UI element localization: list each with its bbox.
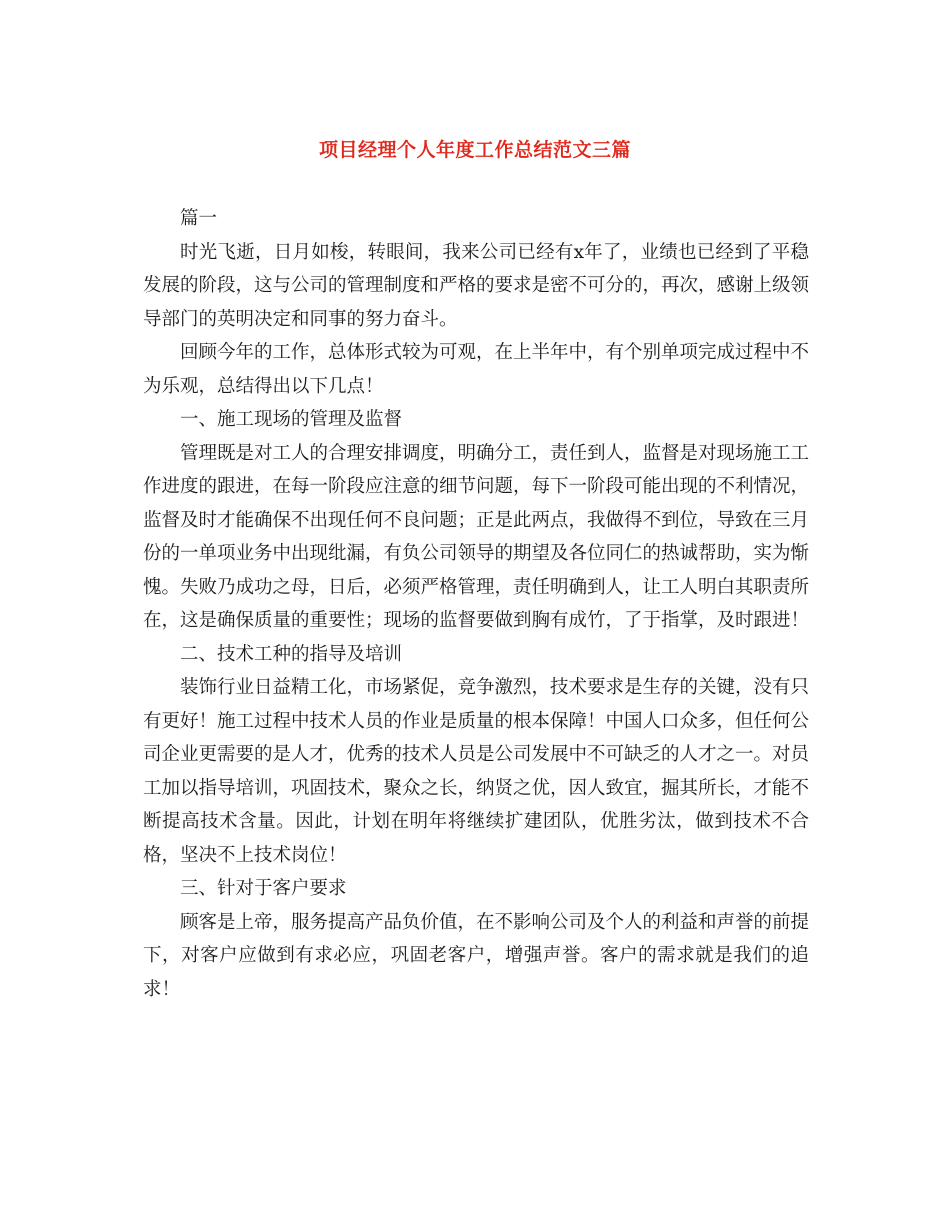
paragraph-review: 回顾今年的工作，总体形式较为可观，在上半年中，有个别单项完成过程中不为乐观，总结得出以下几点！ [143, 342, 810, 397]
paragraph-site-management: 管理既是对工人的合理安排调度，明确分工，责任到人，监督是对现场施工工作进度的跟进，在每一阶段应注意的细节问题，每下一阶段可能出现的不利情况，监督及时才能确保不出现任何不良问题；正是此两点，我做得不到位，导致在三月份的一单项业务中出现纰漏，有负公司领导的期望及各位同仁的热诚帮助，实为惭愧。失败乃成功之母，日后，必须严格管理，责任明确到人，让工人明白其职责所在，这是确保质量的重要性；现场的监督要做到胸有成竹，了于指掌，及时跟进！ [143, 442, 810, 631]
section-heading-part-one: 篇一 [180, 208, 218, 229]
section-heading-customer-requirements: 三、针对于客户要求 [180, 878, 347, 899]
paragraph-intro: 时光飞逝，日月如梭，转眼间，我来公司已经有x年了，业绩也已经到了平稳发展的阶段，这与公司的管理制度和严格的要求是密不可分的，再次，感谢上级领导部门的英明决定和同事的努力奋斗。 [143, 241, 810, 330]
document-body [143, 202, 809, 1006]
section-heading-site-management: 一、施工现场的管理及监督 [180, 409, 403, 430]
paragraph-customer-requirements: 顾客是上帝，服务提高产品负价值，在不影响公司及个人的利益和声誉的前提下，对客户应做到有求必应，巩固老客户，增强声誉。客户的需求就是我们的追求！ [143, 911, 810, 1000]
paragraph-technical-training: 装饰行业日益精工化，市场紧促，竞争激烈，技术要求是生存的关键，没有只有更好！施工过程中技术人员的作业是质量的根本保障！中国人口众多，但任何公司企业更需要的是人才，优秀的技术人员是公司发展中不可缺乏的人才之一。对员工加以指导培训，巩固技术，聚众之长，纳贤之优，因人致宜，掘其所长，才能不断提高技术含量。因此，计划在明年将继续扩建团队，优胜劣汰，做到技术不合格，坚决不上技术岗位！ [143, 677, 810, 866]
document-title: 项目经理个人年度工作总结范文三篇 [318, 139, 631, 161]
section-heading-technical-training: 二、技术工种的指导及培训 [180, 643, 403, 665]
